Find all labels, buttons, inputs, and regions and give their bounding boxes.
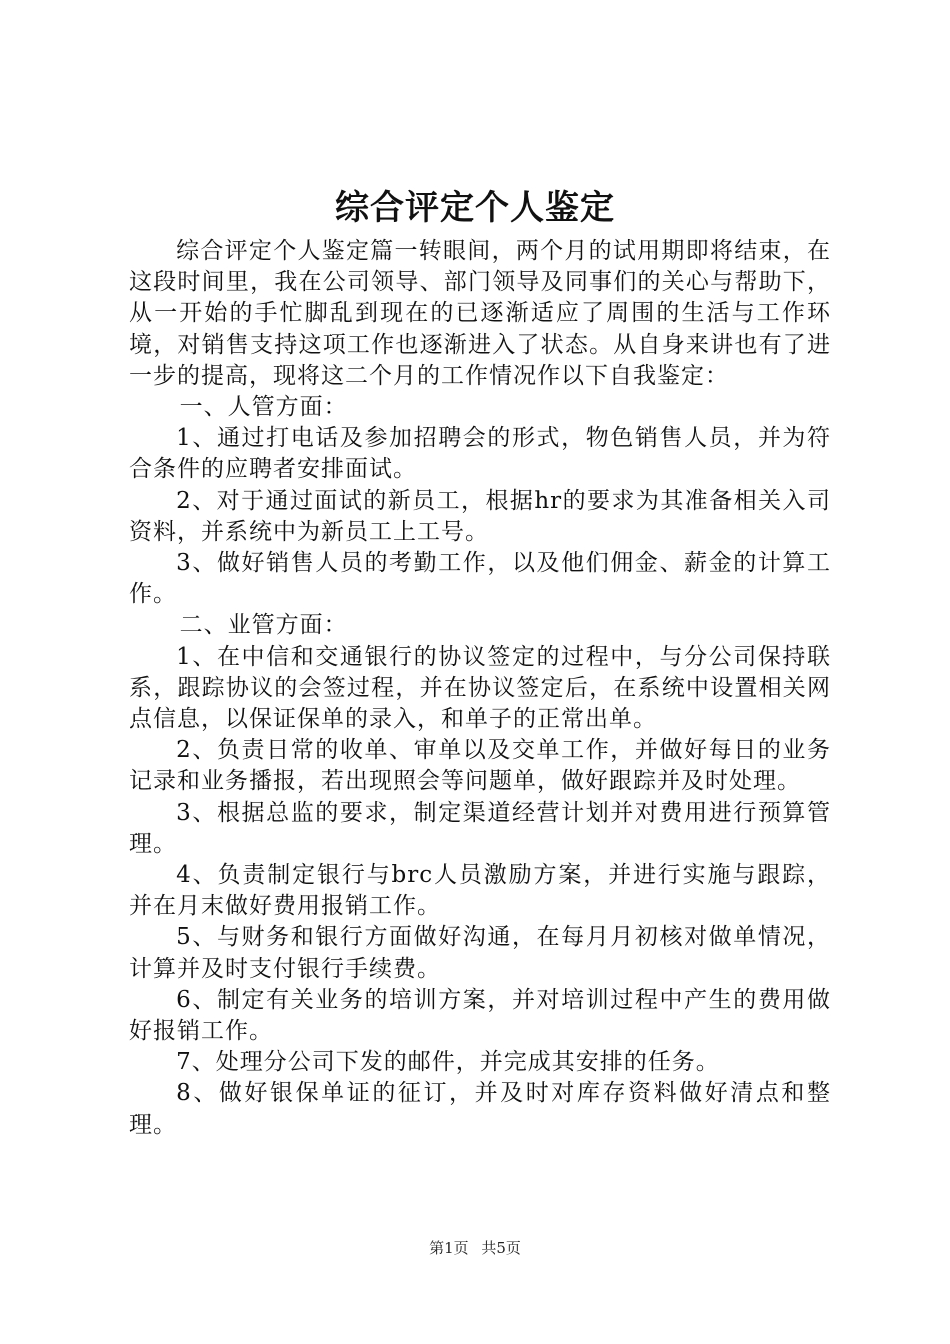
document-body bbox=[129, 236, 831, 1141]
document-title: 综合评定个人鉴定 bbox=[335, 188, 615, 228]
page-footer bbox=[0, 1238, 950, 1258]
list-item: 2、对于通过面试的新员工，根据hr的要求为其准备相关入司资料，并系统中为新员工上工号。 bbox=[129, 487, 831, 545]
list-item: 7、处理分公司下发的邮件，并完成其安排的任务。 bbox=[176, 1049, 720, 1076]
intro-paragraph: 综合评定个人鉴定篇一转眼间，两个月的试用期即将结束，在这段时间里，我在公司领导、部门领导及同事们的关心与帮助下，从一开始的手忙脚乱到现在的已逐渐适应了周围的生活与工作环境，对销售支持这项工作也逐渐进入了状态。从自身来讲也有了进一步的提高，现将这二个月的工作情况作以下自我鉴定： bbox=[129, 238, 831, 389]
list-item: 2、负责日常的收单、审单以及交单工作，并做好每日的业务记录和业务播报，若出现照会等问题单，做好跟踪并及时处理。 bbox=[129, 737, 831, 795]
list-item: 5、与财务和银行方面做好沟通，在每月月初核对做单情况，计算并及时支付银行手续费。 bbox=[129, 924, 831, 982]
list-item: 8、做好银保单证的征订，并及时对库存资料做好清点和整理。 bbox=[129, 1080, 831, 1138]
list-item: 6、制定有关业务的培训方案，并对培训过程中产生的费用做好报销工作。 bbox=[129, 986, 831, 1045]
page-number: 第1页 bbox=[429, 1239, 469, 1257]
list-item: 4、负责制定银行与brc人员激励方案，并进行实施与跟踪，并在月末做好费用报销工作。 bbox=[129, 862, 831, 920]
section-heading-business: 二、业管方面： bbox=[179, 612, 348, 639]
section-heading-personnel: 一、人管方面： bbox=[179, 394, 348, 421]
list-item: 1、通过打电话及参加招聘会的形式，物色销售人员，并为符合条件的应聘者安排面试。 bbox=[129, 425, 831, 483]
list-item: 1、在中信和交通银行的协议签定的过程中，与分公司保持联系，跟踪协议的会签过程，并在协议签定后，在系统中设置相关网点信息，以保证保单的录入，和单子的正常出单。 bbox=[129, 643, 831, 733]
list-item: 3、做好销售人员的考勤工作，以及他们佣金、薪金的计算工作。 bbox=[129, 550, 831, 608]
list-item: 3、根据总监的要求，制定渠道经营计划并对费用进行预算管理。 bbox=[129, 799, 831, 857]
page-total: 共5页 bbox=[481, 1239, 521, 1257]
